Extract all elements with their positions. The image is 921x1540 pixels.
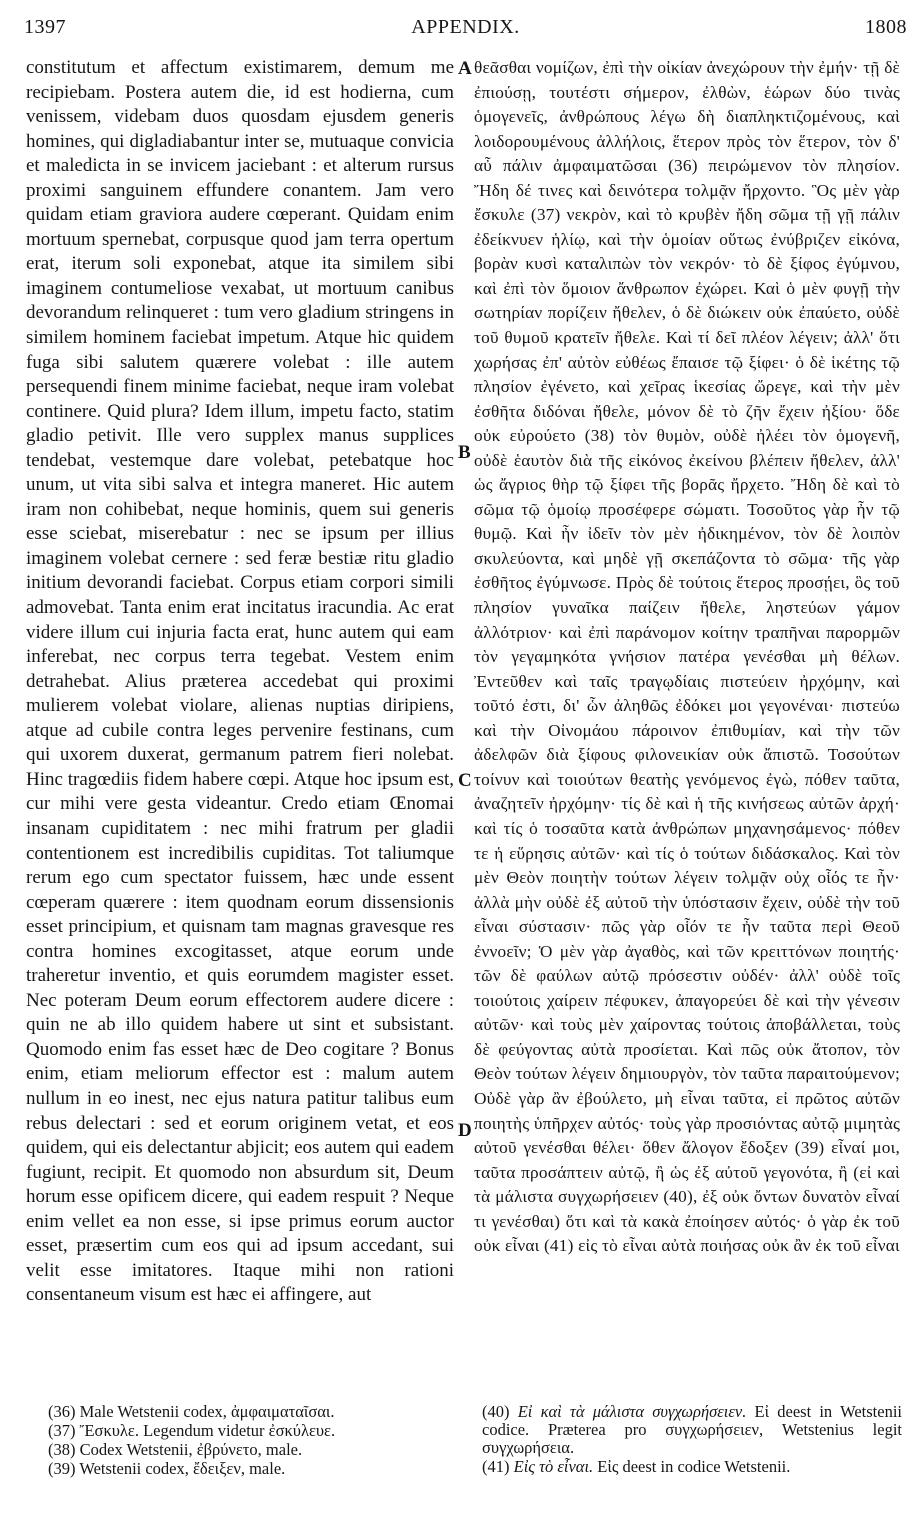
section-marker-a: A — [458, 58, 472, 79]
greek-column — [474, 56, 900, 1376]
footnote: (37) Ἔσκυλε. Legendum videtur ἐσκύλευε. — [48, 1421, 336, 1440]
footnote: (39) Wetstenii codex, ἔδειξεν, male. — [48, 1459, 286, 1478]
footnote: (38) Codex Wetstenii, ἐβρύνετο, male. — [48, 1440, 303, 1459]
footnote: (40) Εἰ καὶ τὰ μάλιστα συγχωρήσειεν. Εἰ deest in Wetstenii codice. Præterea pro συγχωρήσειεν, Wetstenius legit συγχωρήσεια. — [482, 1402, 902, 1457]
left-page-number: 1397 — [24, 16, 66, 38]
latin-text: constitutum et affectum existimarem, demum me recipiebam. Postera autem die, id est hodierna, cum venissem, videbam duos quosdam ejusdem generis homines, qui digladiabantur inter se, mutuaque convicia et maledicta in se invicem jaciebant : et alterum rursus proximi sanguinem effundere conantem. Jam vero quidam etiam graviora audere cœperant. Quidam enim mortuum spernebat, corpusque quod jam terra opertum erat, iterum soli exponebat, atque ita similem sibi imaginem contumeliose vexabat, ut mortuum canibus devorandum relinqueret : tum vero gladium stringens in similem hominem faciebat impetum. Atque hic quidem fuga sibi salutem quærere volebat : ille autem persequendi finem minime faciebat, neque iram volebat continere. Quid plura? Idem illum, impetu facto, statim gladio petivit. Ille vero supplex manus supplices tendebat, vestemque dare volebat, petebatque hoc unum, ut vita sibi salva et integra maneret. Hic autem iram non cohibebat, neque hominis, quem sui generis esse sciebat, miserebatur : nec se ipsum per illius imaginem volebat cernere : sed feræ bestiæ ritu gladio initium devorandi faciebat. Corpus etiam corpori simili admovebat. Tanta enim erat incitatus iracundia. Ac erat videre illum cui injuria facta erat, hunc autem qui eam inferebat, nec corpus terra tegebat. Vestem enim detrahebat. Alius præterea accedebat qui proximi mulierem volebat violare, alienas nuptias diripiens, atque ad cubile contra leges pervenire festinans, cum qui uxorem duxerat, germanum patrem fieri nolebat. Hinc tragœdiis fidem habere cœpi. Atque hoc ipsum est, cur mihi vere gesta videantur. Credo etiam Œnomai insanam cupiditatem : nec mihi fratrum per gladii contentionem est incredibilis cupiditas. Tot taliumque rerum ego cum spectator fuissem, hæc unde essent cœperam quærere : item quodnam eorum dissensionis esset principium, et quisnam tam magnas gravesque res contra homines excogitasset, atque eorum unde traheretur inventio, et quis eorumdem magister esset. Nec poteram Deum eorum effectorem audere dicere : quin ne ab illo quidem habere ut sint et subsistant. Quomodo enim fas esset hæc de Deo cogitare ? Bonus enim, etiam meliorum effector est : malum autem nullum in eo inest, nec ejus natura patitur talibus eum rebus delectari : sed et eorum originem vetat, et eos quidem, qui eis delectantur abjicit; eos autem qui eadem fugiunt, recipit. Et quomodo non absurdum sit, Deum horum esse opificem dicere, qui eadem respuit ? Neque enim vellet ea non esse, si ipse primus eorum auctor esset, præsertim cum eos qui ad ipsum accedant, sui velit esse imitatores. Itaque mihi non rationi consentaneum visum est hæc ei affingere, aut — [26, 57, 454, 1306]
section-marker-c: C — [458, 770, 472, 791]
footnote: (36) Male Wetstenii codex, ἀμφαιματαῖσαι. — [48, 1402, 335, 1421]
right-page-number: 1808 — [865, 16, 907, 38]
footnote: (41) Εἰς τὸ εἶναι. Εἰς deest in codice Wetstenii. — [482, 1457, 791, 1476]
section-marker-b: B — [458, 442, 471, 463]
section-marker-d: D — [458, 1120, 472, 1141]
running-title: APPENDIX. — [411, 16, 520, 38]
page-header — [24, 16, 907, 46]
latin-column — [26, 56, 454, 1376]
footnotes-right — [482, 1403, 902, 1477]
footnotes-left — [48, 1403, 448, 1479]
greek-text: θεᾶσθαι νομίζων, ἐπὶ τὴν οἰκίαν ἀνεχώρουν τὴν ἐμήν· τῇ δὲ ἐπιούσῃ, τουτέστι σήμερον, ἐλθὼν, ἑώρων δύο τινὰς ὁμογενεῖς, ἀνθρώπους λέγω δὴ διαπληκτιζομένους, καὶ λοιδορουμένους ἀλλήλοις, ἕτερον πρὸς τὸν ἕτερον, τὸν δ' αὖ πάλιν ἀμφαιματῶσαι (36) πειρώμενον τὸν πλησίον. Ἤδη δέ τινες καὶ δεινότερα τολμᾷν ἤρχοντο. Ὃς μὲν γὰρ ἔσκυλε (37) νεκρὸν, καὶ τὸ κρυβὲν ἤδη σῶμα τῇ γῇ πάλιν ἐδείκνυεν ἡλίῳ, καὶ τὴν ὁμοίαν οὕτως ἐνύβριζεν εἰκόνα, βορὰν κυσὶ καταλιπὼν τὸν νεκρόν· τὸ δὲ ξίφος ἐγύμνου, καὶ ἐπὶ τὸν ὅμοιον ἄνθρωπον ἐχώρει. Καὶ ὁ μὲν φυγῇ τὴν σωτηρίαν πορίζειν ἤθελεν, ὁ δὲ διώκειν οὐκ ἐπαύετο, οὐδὲ τοῦ θυμοῦ κρατεῖν ἤθελε. Καὶ τί δεῖ πλέον λέγειν; ἀλλ' ὅτι χωρήσας ἐπ' αὐτὸν εὐθέως ἔπαισε τῷ ξίφει· ὁ δὲ ἱκέτης τῷ πλησίον ἐγένετο, καὶ χεῖρας ἱκεσίας ὤρεγε, καὶ τὴν μὲν ἐσθῆτα διδόναι ἤθελε, μόνον δὲ τὸ ζῆν ἔχειν ἠξίου· ὅδε οὐκ εὐρούετο (38) τὸν θυμὸν, οὐδὲ ἠλέει τὸν ὁμογενῆ, οὐδὲ ἑαυτὸν διὰ τῆς εἰκόνος ἐκείνου βλέπειν ἤθελεν, ἀλλ' ὡς ἄγριος θὴρ τῷ ξίφει τῆς βορᾶς ἤρχετο. Ἤδη δὲ καὶ τὸ σῶμα τῷ ὁμοίῳ προσέφερε σώματι. Τοσοῦτος γὰρ ἦν τῷ θυμῷ. Καὶ ἦν ἰδεῖν τὸν μὲν ἠδικημένον, τὸν δὲ λοιπὸν σκυλεύοντα, καὶ μηδὲ γῇ σκεπάζοντα τὸ σῶμα· τῆς γὰρ ἐσθῆτος ἐγύμνωσε. Πρὸς δὲ τούτοις ἕτερος προσῄει, ὃς τοῦ πλησίον γυναῖκα παίζειν ἤθελε, ληστεύων γάμον ἀλλότριον· καὶ ἐπὶ παράνομον κοίτην τραπῆναι παρορμῶν τὸν γεγαμηκότα γνήσιον πατέρα γενέσθαι μὴ θέλων. Ἐντεῦθεν καὶ ταῖς τραγῳδίαις πιστεύειν ἠρχόμην, καὶ τοῦτό ἐστι, δι' ὧν ἀληθῶς ἐδόκει μοι γεγονέναι· πιστεύω καὶ τὴν Οἰνομάου πάροινον ἐπιθυμίαν, καὶ τὴν τῶν ἀδελφῶν διὰ ξίφους φιλονεικίαν οὐκ ἄπιστῶ. Τοσούτων τοίνυν καὶ τοιούτων θεατὴς γενόμενος ἐγὼ, πόθεν ταῦτα, ἀναζητεῖν ἠρχόμην· τίς δὲ καὶ ἡ τῆς κινήσεως αὐτῶν ἀρχή· καὶ τίς ὁ τοσαῦτα κατὰ ἀνθρώπων μηχανησάμενος· πόθεν τε ἡ εὕρησις αὐτῶν· καὶ τίς ὁ τούτων διδάσκαλος. Καὶ τὸν μὲν Θεὸν ποιητὴν τούτων λέγειν τολμᾷν οὐχ οἷός τε ἦν· ἀλλὰ μὴν οὐδὲ ἐξ αὐτοῦ τὴν ὑπόστασιν ἔχειν, οὐδὲ τὴν τοῦ εἶναι σύστασιν· πῶς γὰρ οἷόν τε ἦν ταῦτα περὶ Θεοῦ ἐννοεῖν; Ὁ μὲν γὰρ ἀγαθὸς, καὶ τῶν κρειττόνων ποιητής· τῶν δὲ φαύλων αὐτῷ πρόσεστιν οὐδέν· ἀλλ' οὐδὲ τοῖς τοιούτοις χαίρειν πέφυκεν, ἀπαγορεύει δὲ καὶ τὴν γένεσιν αὐτῶν· καὶ τοὺς μὲν χαίροντας τούτοις ἀποβάλλεται, τοὺς δὲ φεύγοντας αὐτὰ προσίεται. Καὶ πῶς οὐκ ἄτοπον, τὸν Θεὸν τούτων λέγειν δημιουργὸν, τὸν ταῦτα παραιτούμενον; Οὐδὲ γὰρ ἂν ἐβούλετο, μὴ εἶναι ταῦτα, εἰ πρῶτος αὐτῶν ποιητὴς ὑπῆρχεν αὐτός· τοὺς γὰρ προσιόντας αὐτῷ μιμητὰς αὐτοῦ γενέσθαι θέλει· ὅθεν ἄλογον ἔδοξεν (39) εἶναί μοι, ταῦτα προσάπτειν αὐτῷ, ἢ ὡς ἐξ αὐτοῦ γεγονότα, ἢ (εἰ καὶ τὰ μάλιστα συγχωρήσειεν (40), ἐξ οὐκ ὄντων δυνατὸν εἶναί τι γενέσθαι) ὅτι καὶ τὰ κακὰ ἐποίησεν αὐτός· ὁ γὰρ ἐκ τοῦ οὐκ εἶναι (41) εἰς τὸ εἶναι αὐτὰ ποιήσας οὐκ ἂν ἐκ τοῦ εἶναι — [474, 58, 900, 1256]
